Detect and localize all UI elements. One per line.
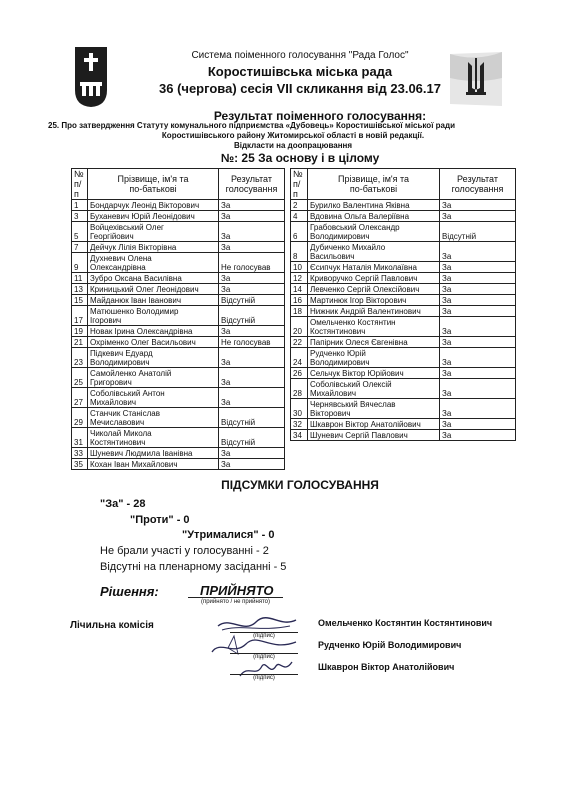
column-header-number <box>291 169 308 200</box>
vote-result: За <box>219 211 285 222</box>
member-name: Новак Ірина Олександрівна <box>88 326 219 337</box>
member-name: Дубиченко Михайло Васильович <box>308 242 440 262</box>
row-number: 1 <box>72 200 88 211</box>
row-number: 7 <box>72 242 88 253</box>
table-row <box>72 337 285 348</box>
vote-result: За <box>440 242 516 262</box>
row-number: 4 <box>291 211 308 222</box>
vote-result: За <box>440 273 516 284</box>
table-row <box>291 317 516 337</box>
vote-result: Відсутній <box>440 222 516 242</box>
vote-result: За <box>440 284 516 295</box>
column-header-name <box>308 169 440 200</box>
table-row <box>291 399 516 419</box>
row-number: 32 <box>291 419 308 430</box>
vote-result: За <box>219 448 285 459</box>
column-header-result <box>219 169 285 200</box>
member-name: Станчик Станіслав Мечиславович <box>88 408 219 428</box>
member-name: Криворучко Сергій Павлович <box>308 273 440 284</box>
vote-result: За <box>219 242 285 253</box>
summary-title: ПІДСУМКИ ГОЛОСУВАННЯ <box>221 478 379 492</box>
table-row <box>72 284 285 295</box>
row-number: 5 <box>72 222 88 242</box>
row-number: 2 <box>291 200 308 211</box>
member-name: Бондарчук Леонід Вікторович <box>88 200 219 211</box>
member-name: Шкаврон Віктор Анатолійович <box>308 419 440 430</box>
row-number: 3 <box>72 211 88 222</box>
table-row <box>72 211 285 222</box>
row-number: 6 <box>291 222 308 242</box>
member-name: Омельченко Костянтин Костянтинович <box>308 317 440 337</box>
table-row <box>291 430 516 441</box>
vote-result: За <box>219 388 285 408</box>
table-row <box>72 348 285 368</box>
system-name: Система поіменного голосування "Рада Голос" <box>191 50 409 61</box>
vote-result: За <box>440 262 516 273</box>
member-name: Кохан Іван Михайлович <box>88 459 219 470</box>
row-number: 17 <box>72 306 88 326</box>
vote-result: За <box>440 317 516 337</box>
row-number: 19 <box>72 326 88 337</box>
result-title: Результат поіменного голосування: <box>213 109 427 123</box>
table-row <box>72 428 285 448</box>
vote-result: За <box>219 273 285 284</box>
commission-member-3: Шкаврон Віктор Анатолійович <box>318 662 455 672</box>
row-number: 29 <box>72 408 88 428</box>
member-name: Грабовський Олександр Володимирович <box>308 222 440 242</box>
summary-proty: "Проти" - 0 <box>130 514 190 526</box>
vote-result: Відсутній <box>219 295 285 306</box>
row-number: 11 <box>72 273 88 284</box>
question-line-2: Коростишівського району Житомирської області в новій редакції. <box>161 131 425 140</box>
table-row <box>72 295 285 306</box>
table-row <box>291 273 516 284</box>
col-name-label: Прізвище, ім'я та по-батькові <box>117 174 189 194</box>
row-number: 25 <box>72 368 88 388</box>
vote-result: За <box>219 222 285 242</box>
vote-result: За <box>440 337 516 348</box>
vote-result: За <box>219 200 285 211</box>
question-line-1: 25. Про затвердження Статуту комунального підприємства «Дубовець» Коростишівської міської ради <box>48 121 455 130</box>
table-row <box>291 368 516 379</box>
table-row <box>291 419 516 430</box>
signature-hint-2: (підпис) <box>253 654 275 660</box>
question-line-3: Відкласти на доопрацювання <box>233 141 353 150</box>
city-coat-of-arms-icon <box>74 46 108 108</box>
vote-result: За <box>440 419 516 430</box>
member-name: Папірник Олеся Євгенівна <box>308 337 440 348</box>
table-row <box>72 253 285 273</box>
member-name: Соболівський Олексій Михайлович <box>308 379 440 399</box>
table-row <box>291 262 516 273</box>
table-row <box>72 448 285 459</box>
row-number: 20 <box>291 317 308 337</box>
table-row <box>291 211 516 222</box>
vote-result: За <box>440 399 516 419</box>
vote-result: За <box>219 284 285 295</box>
row-number: 21 <box>72 337 88 348</box>
vote-table-right <box>290 168 516 441</box>
row-number: 16 <box>291 295 308 306</box>
vote-result: За <box>440 348 516 368</box>
vote-result: За <box>440 379 516 399</box>
member-name: Чернявський Вячеслав Вікторович <box>308 399 440 419</box>
member-name: Чиколай Микола Костянтинович <box>88 428 219 448</box>
member-name: Криницький Олег Леонідович <box>88 284 219 295</box>
row-number: 9 <box>72 253 88 273</box>
row-number: 33 <box>72 448 88 459</box>
row-number: 23 <box>72 348 88 368</box>
table-row <box>72 459 285 470</box>
row-number: 27 <box>72 388 88 408</box>
member-name: Сельчук Віктор Юрійович <box>308 368 440 379</box>
column-header-name <box>88 169 219 200</box>
member-name: Охріменко Олег Васильович <box>88 337 219 348</box>
member-name: Шуневич Сергій Павлович <box>308 430 440 441</box>
vote-result: Не голосував <box>219 253 285 273</box>
row-number: 30 <box>291 399 308 419</box>
table-row <box>291 242 516 262</box>
decision-value: ПРИЙНЯТО <box>200 583 274 598</box>
table-row <box>291 337 516 348</box>
member-name: Підкевич Едуард Володимирович <box>88 348 219 368</box>
row-number: 22 <box>291 337 308 348</box>
table-row <box>72 408 285 428</box>
row-number: 18 <box>291 306 308 317</box>
table-row <box>72 388 285 408</box>
row-number: 15 <box>72 295 88 306</box>
council-name: Коростишівська міська рада <box>207 64 393 79</box>
commission-label: Лічильна комісія <box>70 620 154 631</box>
table-row <box>291 348 516 368</box>
table-row <box>291 295 516 306</box>
table-row <box>72 242 285 253</box>
row-number: 10 <box>291 262 308 273</box>
decision-label: Рішення: <box>100 584 159 599</box>
col-num-label: № п/п <box>293 169 303 199</box>
vote-result: Відсутній <box>219 428 285 448</box>
vote-result: За <box>440 430 516 441</box>
vote-result: За <box>440 306 516 317</box>
vote-result: За <box>219 348 285 368</box>
member-name: Майданюк Іван Іванович <box>88 295 219 306</box>
member-name: Самойленко Анатолій Григорович <box>88 368 219 388</box>
member-name: Шуневич Людмила Іванівна <box>88 448 219 459</box>
table-row <box>291 200 516 211</box>
signature-hint-1: (підпис) <box>253 633 275 639</box>
col-num-label: № п/п <box>74 169 84 199</box>
member-name: Нижник Андрій Валентинович <box>308 306 440 317</box>
member-name: Вдовина Ольга Валеріївна <box>308 211 440 222</box>
member-name: Буханевич Юрій Леонідович <box>88 211 219 222</box>
row-number: 35 <box>72 459 88 470</box>
session-title: 36 (чергова) сесія VII скликання від 23.06.17 <box>159 81 441 96</box>
member-name: Духневич Олена Олександрівна <box>88 253 219 273</box>
row-number: 24 <box>291 348 308 368</box>
table-row <box>291 306 516 317</box>
table-row <box>72 222 285 242</box>
column-header-result <box>440 169 516 200</box>
table-row <box>72 368 285 388</box>
member-name: Матюшенко Володимир Ігорович <box>88 306 219 326</box>
table-row <box>72 326 285 337</box>
decision-hint: (прийнято / не прийнято) <box>200 599 271 605</box>
row-number: 13 <box>72 284 88 295</box>
row-number: 26 <box>291 368 308 379</box>
member-name: Соболівський Антон Михайлович <box>88 388 219 408</box>
vote-result: За <box>440 200 516 211</box>
summary-za: "За" - 28 <box>100 498 146 510</box>
summary-absent: Відсутні на пленарному засіданні - 5 <box>100 561 287 573</box>
member-name: Левченко Сергій Олексійович <box>308 284 440 295</box>
member-name: Мартинюк Ігор Вікторович <box>308 295 440 306</box>
vote-result: За <box>219 326 285 337</box>
row-number: 8 <box>291 242 308 262</box>
summary-utrymalysia: "Утрималися" - 0 <box>182 529 275 541</box>
row-number: 34 <box>291 430 308 441</box>
member-name: Рудченко Юрій Володимирович <box>308 348 440 368</box>
vote-title: №: 25 За основу і в цілому <box>220 151 380 165</box>
member-name: Бурилко Валентина Яківна <box>308 200 440 211</box>
vote-result: За <box>440 211 516 222</box>
vote-table-left <box>71 168 285 470</box>
commission-member-1: Омельченко Костянтин Костянтинович <box>318 618 493 628</box>
table-row <box>72 273 285 284</box>
decision-underline <box>188 597 283 598</box>
member-name: Войцехівський Олег Георгійович <box>88 222 219 242</box>
vote-result: За <box>219 459 285 470</box>
table-row <box>291 379 516 399</box>
vote-result: Відсутній <box>219 408 285 428</box>
member-name: Зубро Оксана Василівна <box>88 273 219 284</box>
row-number: 14 <box>291 284 308 295</box>
commission-member-2: Рудченко Юрій Володимирович <box>318 640 462 650</box>
col-name-label: Прізвище, ім'я та по-батькові <box>337 174 410 194</box>
col-result-label: Результат голосування <box>451 174 504 194</box>
table-row <box>291 284 516 295</box>
table-row <box>291 222 516 242</box>
table-row <box>72 200 285 211</box>
vote-result: Не голосував <box>219 337 285 348</box>
vote-result: Відсутній <box>219 306 285 326</box>
summary-not-voted: Не брали участі у голосуванні - 2 <box>100 545 269 557</box>
member-name: Єсипчук Наталія Миколаївна <box>308 262 440 273</box>
table-row <box>72 306 285 326</box>
vote-result: За <box>440 295 516 306</box>
col-result-label: Результат голосування <box>225 174 278 194</box>
vote-result: За <box>219 368 285 388</box>
member-name: Дейчук Лілія Вікторівна <box>88 242 219 253</box>
row-number: 12 <box>291 273 308 284</box>
vote-result: За <box>440 368 516 379</box>
signature-hint-3: (підпис) <box>253 675 275 681</box>
row-number: 31 <box>72 428 88 448</box>
row-number: 28 <box>291 379 308 399</box>
column-header-number <box>72 169 88 200</box>
